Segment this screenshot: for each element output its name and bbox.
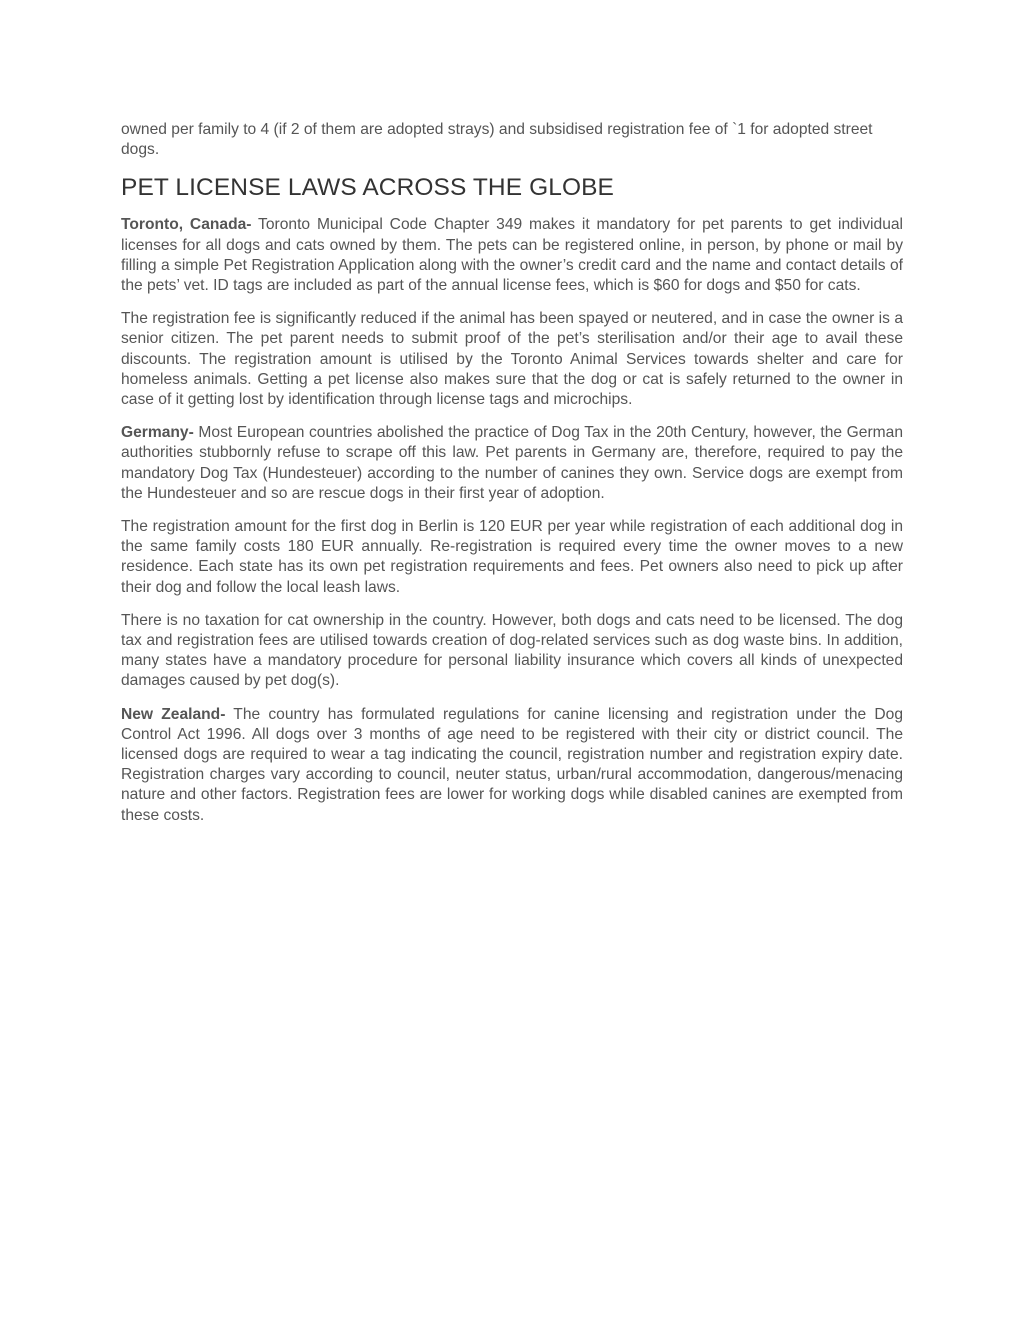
germany-fee-paragraph [121, 517, 903, 598]
paragraph-lead-germany: Germany- [121, 424, 194, 442]
paragraph-text: Most European countries abolished the practice of Dog Tax in the 20th Century, however, the German authorities stubbornly refuse to scrape off this law. Pet parents in Germany are, therefore, required to pay the mandatory Dog Tax (Hundesteuer) according to the number of canines they own. Service dogs are exempt from the Hundesteuer and so are rescue dogs in their first year of adoption. [121, 424, 903, 502]
new-zealand-paragraph [121, 705, 903, 826]
toronto-fee-paragraph [121, 309, 903, 410]
paragraph-text: The country has formulated regulations for canine licensing and registration under the Dog Control Act 1996. All dogs over 3 months of age need to be registered with their city or district council. The licensed dogs are required to wear a tag indicating the council, registration number and registration expiry date. Registration charges vary according to council, neuter status, urban/rural accommodation, dangerous/menacing nature and other factors. Registration fees are lower for working dogs while disabled canines are exempted from these costs. [121, 705, 903, 824]
paragraph-lead-toronto: Toronto, Canada- [121, 216, 252, 234]
germany-cat-paragraph [121, 611, 903, 692]
paragraph-text: The registration fee is significantly reduced if the animal has been spayed or neutered, and in case the owner is a senior citizen. The pet parent needs to submit proof of the pet’s sterilisation and/or their age to avail these discounts. The registration amount is utilised by the Toronto Animal Services towards shelter and care for homeless animals. Getting a pet license also makes sure that the dog or cat is safely returned to the owner in case of it getting lost by identification through license tags and microchips. [121, 310, 903, 409]
germany-paragraph [121, 423, 903, 504]
paragraph-lead-new-zealand: New Zealand- [121, 705, 226, 723]
section-heading: PET LICENSE LAWS ACROSS THE GLOBE [121, 174, 615, 202]
paragraph-text: The registration amount for the first dog in Berlin is 120 EUR per year while registration of each additional dog in the same family costs 180 EUR annually. Re-registration is required every time the owner moves to a new residence. Each state has its own pet registration requirements and fees. Pet owners also need to pick up after their dog and follow the local leash laws. [121, 518, 903, 596]
paragraph-text: Toronto Municipal Code Chapter 349 makes it mandatory for pet parents to get individual licenses for all dogs and cats owned by them. The pets can be registered online, in person, by phone or mail by filling a simple Pet Registration Application along with the owner’s credit card and the name and contact details of the pets’ vet. ID tags are included as part of the annual license fees, which is $60 for dogs and $50 for cats. [121, 216, 904, 295]
paragraph-text: There is no taxation for cat ownership in the country. However, both dogs and cats need to be licensed. The dog tax and registration fees are utilised towards creation of dog-related services such as dog waste bins. In addition, many states have a mandatory procedure for personal liability insurance which covers all kinds of unexpected damages caused by pet dog(s). [121, 611, 903, 690]
intro-continuation-paragraph: owned per family to 4 (if 2 of them are adopted strays) and subsidised registration fee of `1 for adopted street dogs. [121, 121, 873, 159]
document-page [121, 120, 903, 839]
toronto-paragraph [121, 215, 903, 296]
